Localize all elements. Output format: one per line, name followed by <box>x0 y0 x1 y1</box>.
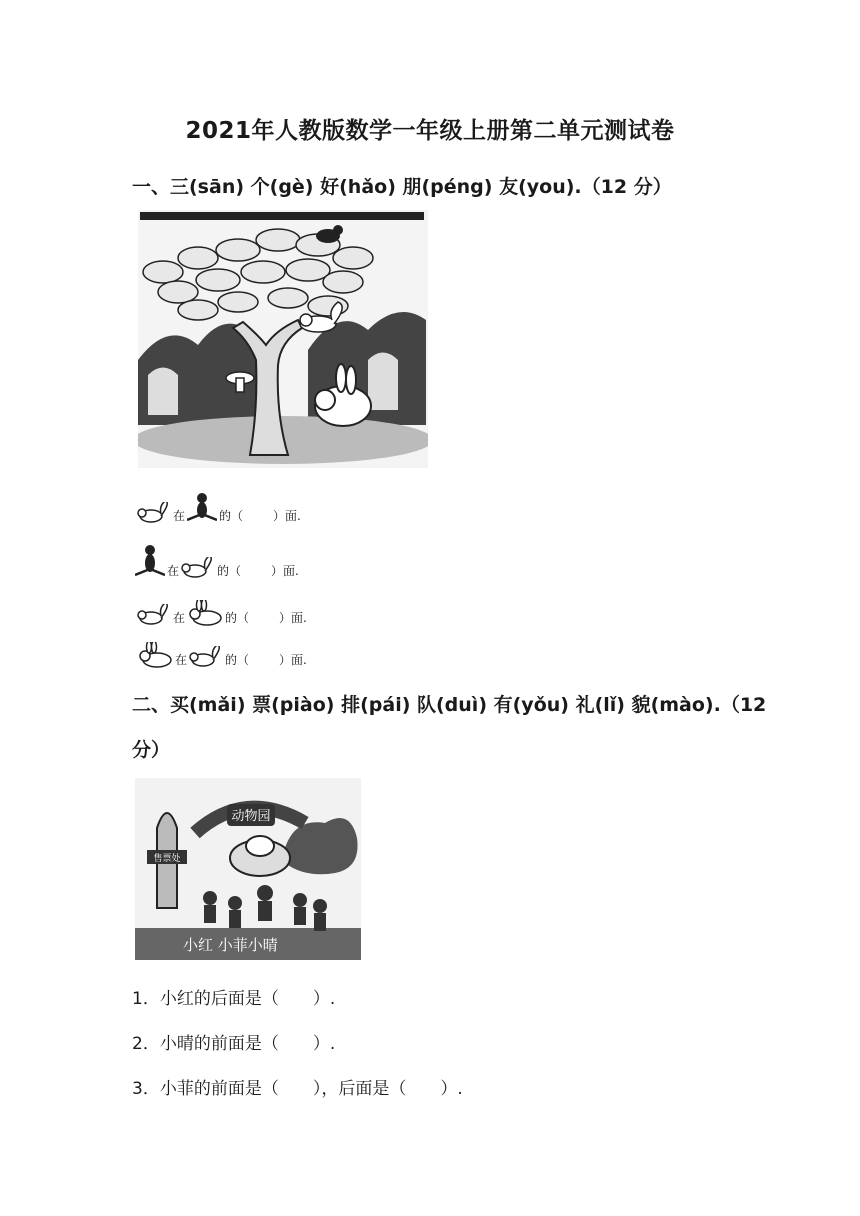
section-2-heading-cont: 分） <box>132 739 171 761</box>
section-2-heading: 二、买(mǎi) 票(piào) 排(pái) 队(duì) 有(yǒu) 礼(lǐ) 貌(mào).（12 <box>132 694 767 716</box>
de-text: 的（ <box>225 653 250 667</box>
question-2: 2．小晴的前面是（ ）. <box>132 1034 336 1054</box>
position-row-4 <box>137 642 309 668</box>
squirrel-icon <box>137 604 171 626</box>
close-text: ）面. <box>271 564 299 578</box>
ticket-booth-text: 售票处 <box>153 854 181 864</box>
close-text: ）面. <box>273 509 301 523</box>
kids-names-text: 小红 小菲小晴 <box>183 936 278 954</box>
position-row-3 <box>137 600 309 626</box>
de-text: 的（ <box>219 509 244 523</box>
squirrel-icon <box>137 502 171 524</box>
forest-illustration <box>138 210 428 468</box>
question-3: 3．小菲的前面是（ ），后面是（ ）. <box>132 1079 463 1099</box>
de-text: 的（ <box>225 611 250 625</box>
squirrel-icon <box>181 557 215 579</box>
zai-text: 在 <box>175 653 188 667</box>
zai-text: 在 <box>173 611 186 625</box>
bird-icon <box>187 492 217 524</box>
zai-text: 在 <box>167 564 180 578</box>
close-text: ）面. <box>279 653 307 667</box>
question-1: 1．小红的后面是（ ）. <box>132 989 336 1009</box>
page-title: 2021年人教版数学一年级上册第二单元测试卷 <box>185 118 675 144</box>
bird-icon <box>135 543 165 579</box>
rabbit-icon <box>137 642 173 668</box>
de-text: 的（ <box>217 564 242 578</box>
squirrel-icon <box>189 646 223 668</box>
close-text: ）面. <box>279 611 307 625</box>
zoo-queue-illustration <box>135 778 361 960</box>
zoo-sign-text: 动物园 <box>231 809 271 824</box>
rabbit-icon <box>187 600 223 626</box>
position-row-1 <box>137 492 303 524</box>
section-1-heading: 一、三(sān) 个(gè) 好(hǎo) 朋(péng) 友(you).（12 分） <box>132 176 672 198</box>
zai-text: 在 <box>173 509 186 523</box>
position-row-2 <box>135 543 301 579</box>
